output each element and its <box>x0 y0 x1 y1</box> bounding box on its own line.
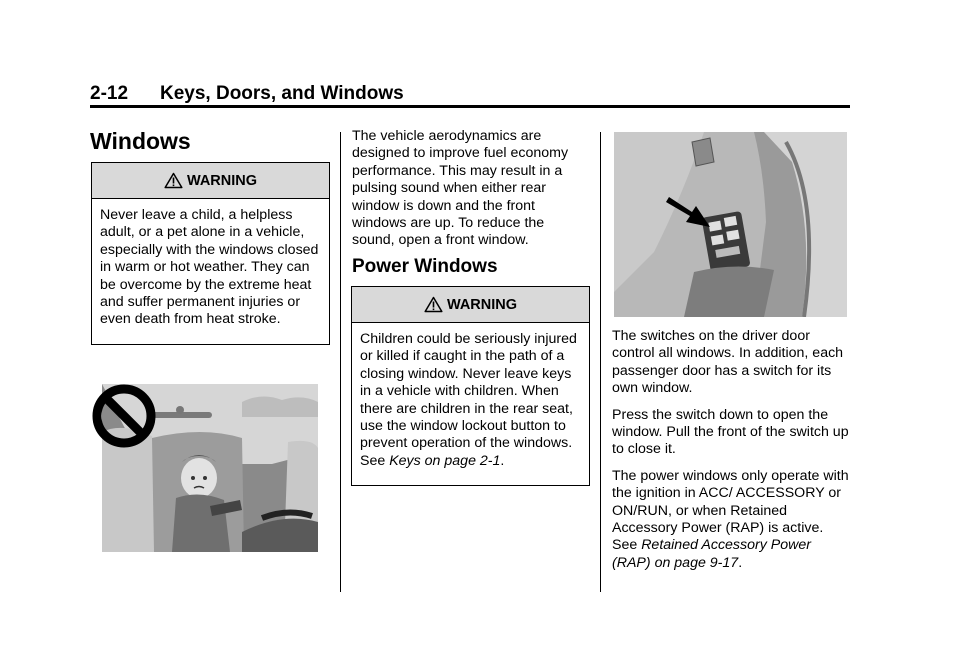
paragraph-operation: Press the switch down to open the window. Pull the front of the switch up to close it. <box>612 406 849 458</box>
door-switch-illustration <box>614 132 847 317</box>
paragraph-switches: The switches on the driver door control all windows. In addition, each passenger door has a switch for its own window. <box>612 328 844 397</box>
punctuation: . <box>500 452 505 469</box>
warning-triangle-icon <box>424 296 443 313</box>
page-header <box>90 83 850 108</box>
column-divider <box>340 132 341 592</box>
cross-reference-link[interactable]: Keys on page 2-1 <box>389 452 501 469</box>
punctuation: . <box>738 554 743 571</box>
warning-text <box>360 331 581 470</box>
subsection-title: Power Windows <box>352 256 498 277</box>
paragraph-ignition <box>612 468 852 572</box>
warning-box-windows <box>91 162 330 345</box>
warning-label: WARNING <box>186 172 258 189</box>
warning-header <box>352 287 589 323</box>
column-divider <box>600 132 601 592</box>
warning-header <box>92 163 329 199</box>
section-title: Windows <box>90 128 191 154</box>
warning-text-body: Children could be seriously injured or killed if caught in the path of a closing window. Never leave keys in a vehicle with children. When there are children in the rear seat, use the window lockout button to prevent operation of the windows. See <box>360 331 577 469</box>
warning-text: Never leave a child, a helpless adult, or a pet alone in a vehicle, especially with the windows closed in warm or hot weather. They can be overcome by the extreme heat and suffer permanent injuries or even death from heat stroke. <box>100 207 319 328</box>
chapter-title: Keys, Doors, and Windows <box>160 83 404 104</box>
warning-box-power-windows <box>351 286 590 486</box>
warning-triangle-icon <box>164 172 183 189</box>
aerodynamics-paragraph: The vehicle aerodynamics are designed to improve fuel economy performance. This may result in a pulsing sound when either rear window is down and the front windows are up. To reduce the sound, open a front window. <box>352 128 569 249</box>
page-number: 2-12 <box>90 83 129 104</box>
cross-reference-link[interactable]: Retained Accessory Power (RAP) on page 9-17 <box>612 537 811 571</box>
warning-label: WARNING <box>446 296 518 313</box>
child-in-car-illustration <box>92 372 318 552</box>
paragraph-ignition-body: The power windows only operate with the ignition in ACC/ ACCESSORY or ON/RUN, or when Retained Accessory Power (RAP) is active. See <box>612 467 849 554</box>
